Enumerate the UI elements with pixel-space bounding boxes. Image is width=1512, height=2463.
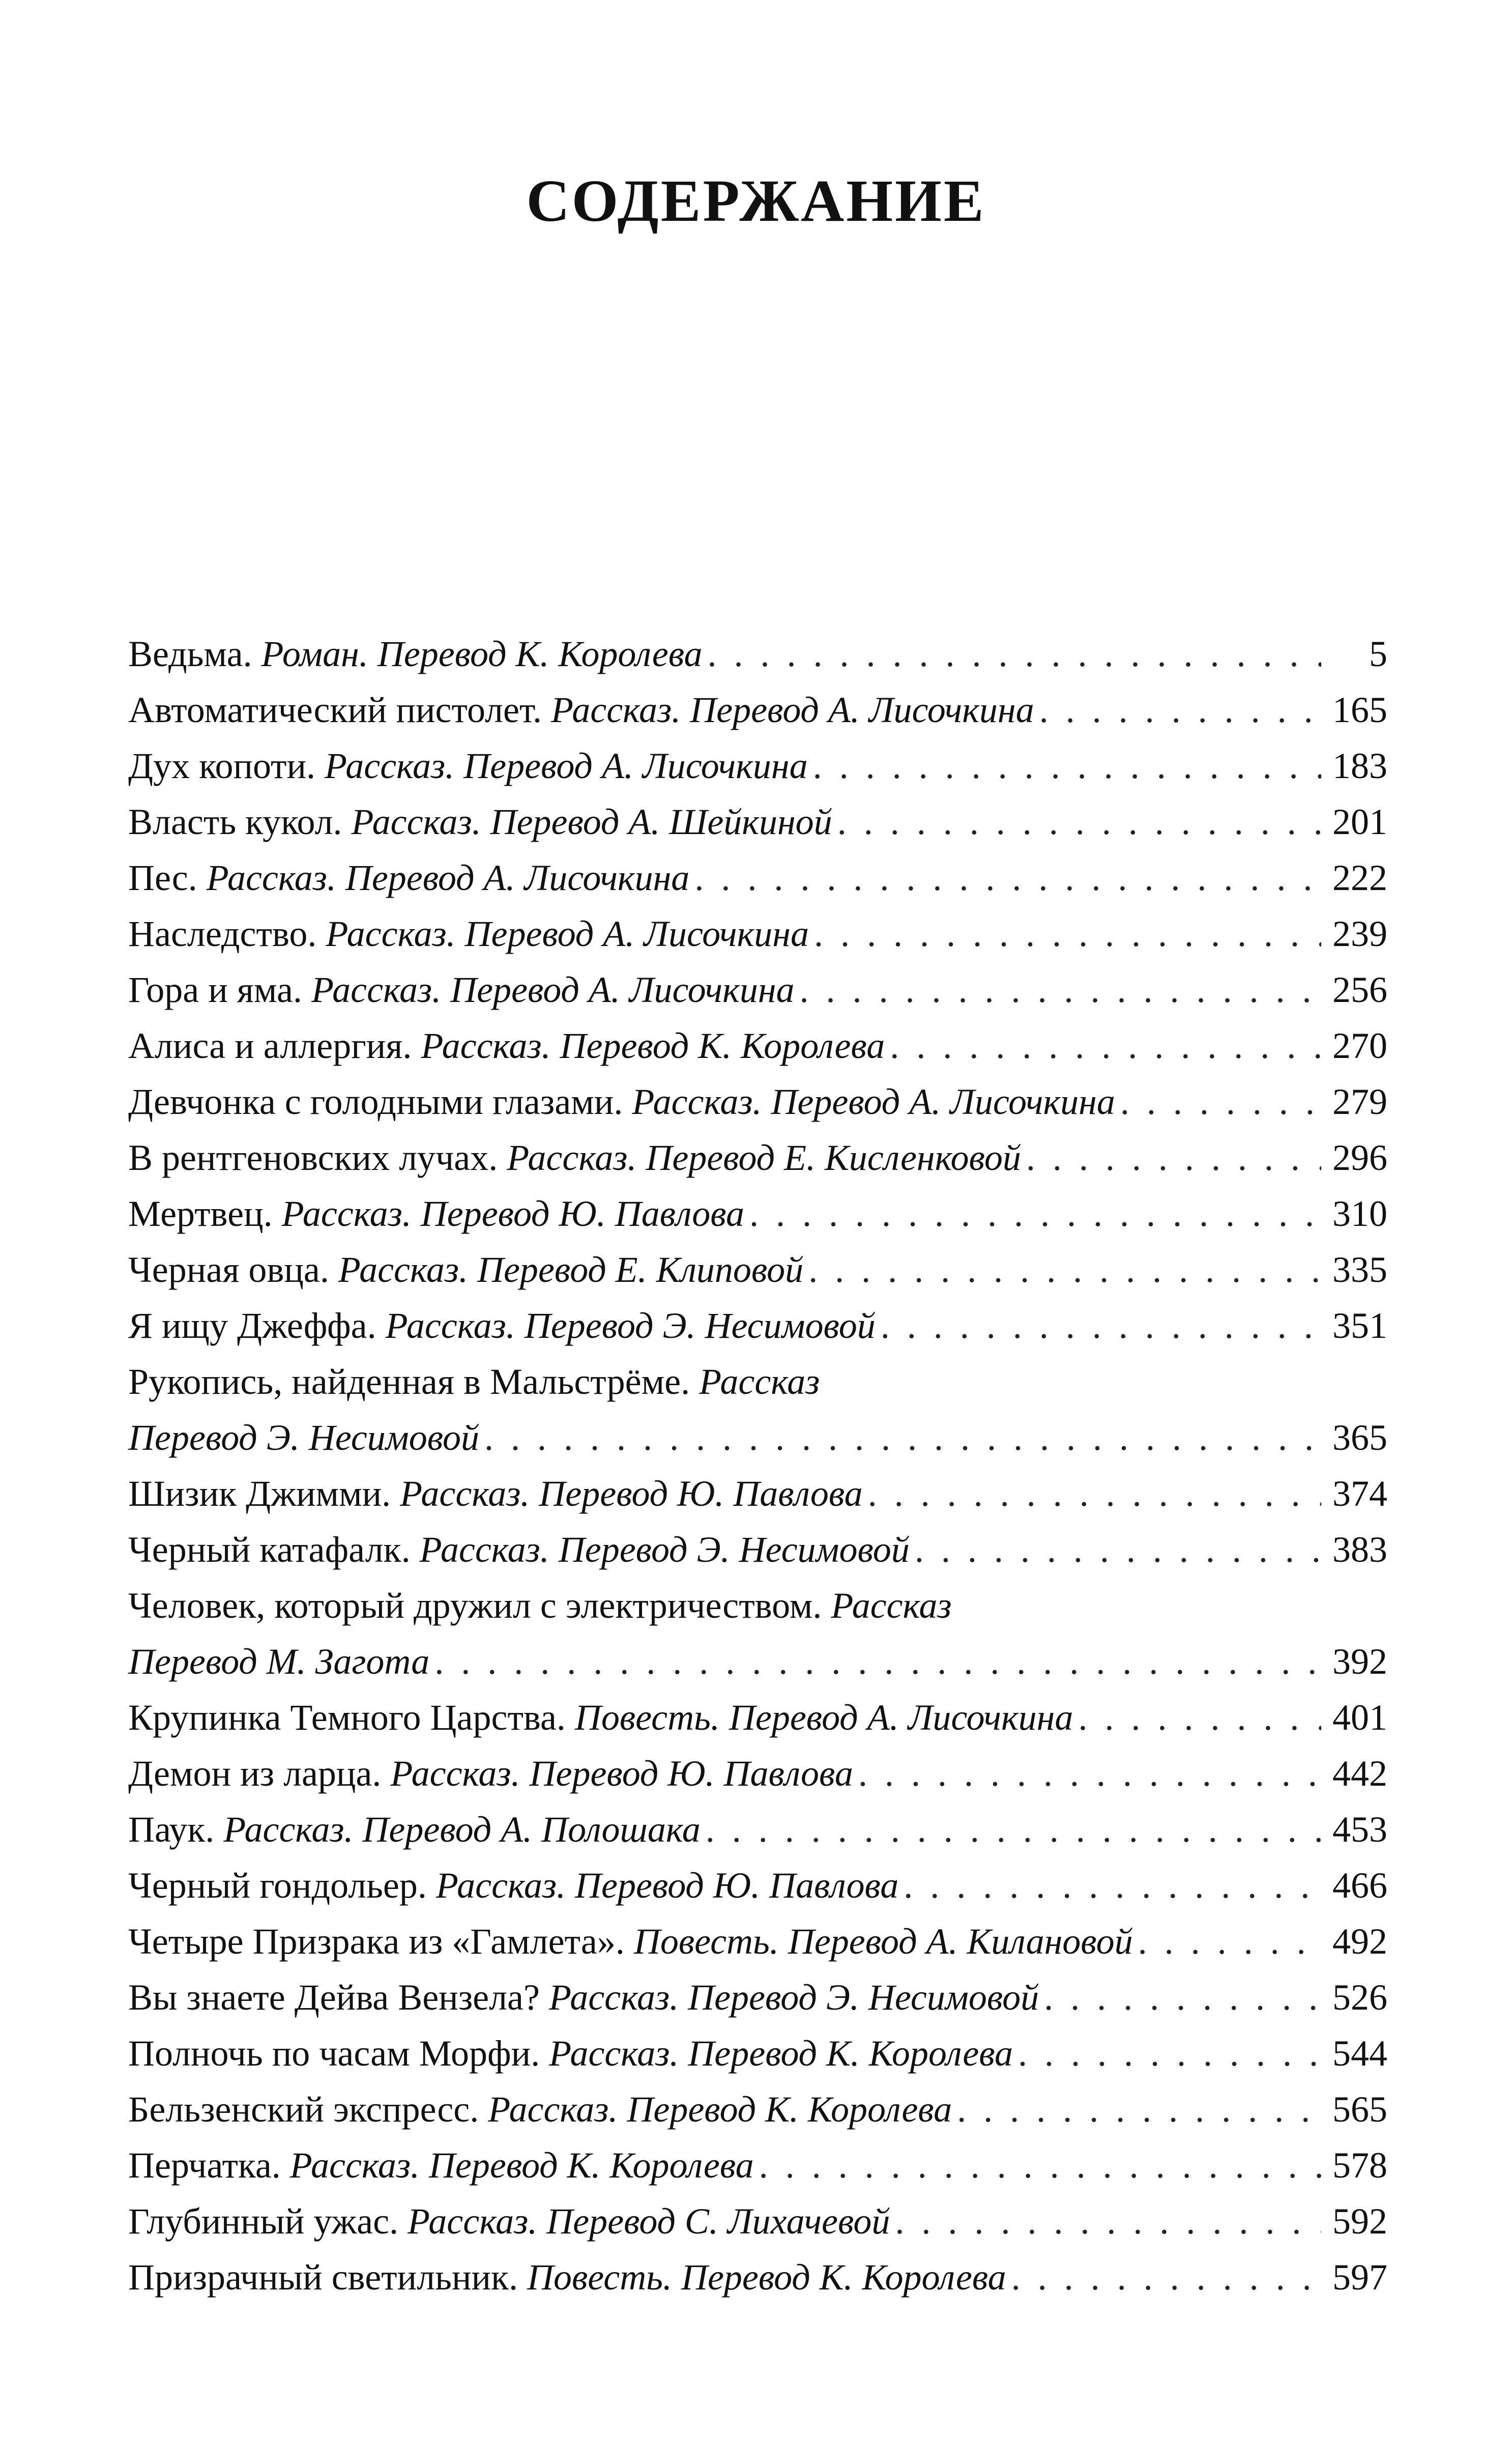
spacer: [315, 738, 325, 794]
toc-entry: [128, 2025, 1387, 2081]
toc-entry-page-number: 222: [1332, 857, 1387, 898]
dot-leader: [1078, 1689, 1321, 1745]
dot-leader: [858, 1745, 1321, 1801]
spacer: [412, 1018, 421, 1074]
toc-entry-title: Демон из ларца.: [128, 1753, 382, 1794]
toc-entry-description: Рассказ. Перевод Ю. Павлова: [281, 1193, 745, 1234]
toc-entry-title: Пес.: [128, 857, 197, 898]
dot-leader: [484, 1410, 1321, 1466]
toc-entry-description: Повесть. Перевод А. Лисочкина: [574, 1697, 1073, 1738]
toc-entry-description: Рассказ. Перевод К. Королева: [488, 2089, 952, 2130]
toc-entry-title: Крупинка Темного Царства.: [128, 1697, 566, 1738]
toc-entry-description: Рассказ. Перевод А. Лисочкина: [325, 746, 808, 786]
toc-entry: [128, 1186, 1387, 1242]
toc-entry: [128, 1578, 1387, 1689]
toc-entry: [128, 1801, 1387, 1857]
toc-entry-title: Шизик Джимми.: [128, 1473, 391, 1514]
toc-entry-title: Черный гондольер.: [128, 1865, 427, 1906]
dot-leader: [708, 626, 1321, 682]
toc-entry-title: Девчонка с голодными глазами.: [128, 1081, 623, 1122]
toc-entry: [128, 2193, 1387, 2249]
spacer: [214, 1801, 223, 1857]
toc-entry: [128, 1857, 1387, 1913]
toc-entry-description: Повесть. Перевод К. Королева: [527, 2257, 1006, 2298]
toc-entry-page-number: 597: [1332, 2257, 1387, 2298]
spacer: [376, 1298, 386, 1354]
toc-entry: [128, 738, 1387, 794]
dot-leader: [837, 794, 1321, 850]
spacer: [381, 1745, 390, 1801]
toc-entry: [128, 1018, 1387, 1074]
toc-entry-title: Четыре Призрака из «Гамлета».: [128, 1921, 625, 1962]
dot-leader: [800, 962, 1321, 1018]
spacer: [498, 1130, 507, 1186]
table-of-contents: [128, 626, 1387, 2305]
page-title: СОДЕРЖАНИЕ: [526, 167, 986, 234]
dot-leader: [957, 2081, 1321, 2137]
toc-entry-page-number: 565: [1332, 2089, 1387, 2130]
dot-leader: [904, 1857, 1321, 1913]
toc-entry-description: Рассказ. Перевод А. Лисочкина: [326, 913, 809, 954]
toc-entry: [128, 2081, 1387, 2137]
toc-entry-page-number: 296: [1332, 1137, 1387, 1178]
toc-entry: [128, 1689, 1387, 1745]
toc-entry-page-number: 165: [1332, 690, 1387, 730]
toc-entry: [128, 626, 1387, 682]
toc-entry-page-number: 392: [1332, 1641, 1387, 1682]
spacer: [518, 2249, 527, 2305]
toc-entry-description: Рассказ. Перевод Э. Несимовой: [548, 1977, 1039, 2018]
dot-leader: [881, 1298, 1321, 1354]
toc-entry-title: Вы знаете Дейва Вензела?: [128, 1977, 540, 2018]
toc-entry-page-number: 310: [1332, 1193, 1387, 1234]
toc-entry-description: Рассказ: [831, 1585, 952, 1626]
toc-entry-second-line: [128, 1634, 1387, 1689]
toc-entry-title: Человек, который дружил с электричеством.: [128, 1585, 822, 1626]
dot-leader: [434, 1634, 1321, 1689]
toc-entry-description: Рассказ. Перевод Е. Клиповой: [338, 1249, 804, 1290]
toc-entry-page-number: 442: [1332, 1753, 1387, 1794]
spacer: [197, 850, 207, 906]
spacer: [342, 794, 351, 850]
toc-entry-title: Я ищу Джеффа.: [128, 1305, 376, 1346]
spacer: [623, 1074, 632, 1130]
toc-entry-title: Автоматический пистолет.: [128, 690, 542, 730]
toc-entry-title: Призрачный светильник.: [128, 2257, 518, 2298]
spacer: [479, 2081, 488, 2137]
toc-entry: [128, 1745, 1387, 1801]
toc-entry-description: Рассказ. Перевод К. Королева: [421, 1025, 885, 1066]
toc-entry-page-number: 5: [1369, 634, 1387, 674]
toc-entry-page-number: 466: [1332, 1865, 1387, 1906]
toc-entry-title: Власть кукол.: [128, 801, 342, 842]
toc-entry-page-number: 239: [1332, 913, 1387, 954]
toc-entry-description: Повесть. Перевод А. Килановой: [633, 1921, 1133, 1962]
dot-leader: [1011, 2249, 1321, 2305]
toc-entry-title: Алиса и аллергия.: [128, 1025, 412, 1066]
spacer: [411, 1522, 420, 1578]
toc-entry-title: Черная овца.: [128, 1249, 329, 1290]
toc-entry-second-line: [128, 1410, 1387, 1466]
toc-entry-description: Рассказ. Перевод Ю. Павлова: [435, 1865, 899, 1906]
toc-entry-title: Ведьма.: [128, 634, 252, 674]
spacer: [398, 2193, 408, 2249]
toc-entry-description: Рассказ. Перевод А. Лисочкина: [551, 690, 1034, 730]
toc-entry: [128, 1969, 1387, 2025]
toc-entry-description: Роман. Перевод К. Королева: [261, 634, 703, 674]
toc-entry-page-number: 256: [1332, 969, 1387, 1010]
toc-entry-title: Глубинный ужас.: [128, 2201, 399, 2242]
toc-entry: [128, 2249, 1387, 2305]
spacer: [542, 682, 551, 738]
spacer: [316, 906, 326, 962]
toc-entry-page-number: 592: [1332, 2201, 1387, 2242]
toc-entry-title: Паук.: [128, 1809, 215, 1850]
spacer: [540, 2025, 549, 2081]
spacer: [625, 1913, 634, 1969]
dot-leader: [814, 906, 1321, 962]
dot-leader: [890, 1018, 1321, 1074]
toc-entry: [128, 1298, 1387, 1354]
toc-entry-page-number: 578: [1332, 2145, 1387, 2186]
toc-entry-description: Рассказ: [699, 1361, 820, 1402]
dot-leader: [694, 850, 1321, 906]
toc-entry: [128, 1130, 1387, 1186]
toc-entry: [128, 1354, 1387, 1466]
toc-entry-description: Рассказ. Перевод Э. Несимовой: [419, 1529, 910, 1570]
toc-entry-page-number: 279: [1332, 1081, 1387, 1122]
dot-leader: [868, 1466, 1321, 1522]
toc-entry-page-number: 365: [1332, 1417, 1387, 1458]
toc-entry-first-line: [128, 1578, 1387, 1634]
spacer: [566, 1689, 575, 1745]
toc-entry-title: Полночь по часам Морфи.: [128, 2033, 540, 2074]
toc-entry: [128, 1242, 1387, 1298]
spacer: [391, 1466, 400, 1522]
toc-entry-description: Рассказ. Перевод Э. Несимовой: [385, 1305, 876, 1346]
toc-entry-description: Рассказ. Перевод А. Полошака: [223, 1809, 701, 1850]
spacer: [540, 1969, 549, 2025]
spacer: [273, 1186, 282, 1242]
dot-leader: [759, 2137, 1321, 2193]
toc-entry-description: Рассказ. Перевод К. Королева: [549, 2033, 1013, 2074]
dot-leader: [1026, 1130, 1321, 1186]
toc-entry-title: Перчатка.: [128, 2145, 281, 2186]
toc-entry-page-number: 374: [1332, 1473, 1387, 1514]
toc-entry-title: Гора и яма.: [128, 969, 302, 1010]
dot-leader: [1018, 2025, 1321, 2081]
toc-entry-description: Рассказ. Перевод А. Шейкиной: [351, 801, 832, 842]
toc-entry-page-number: 544: [1332, 2033, 1387, 2074]
toc-entry-title: Наследство.: [128, 913, 317, 954]
toc-entry-translator: Перевод Э. Несимовой: [128, 1417, 480, 1458]
toc-entry-first-line: [128, 1354, 1387, 1410]
toc-entry-description: Рассказ. Перевод Ю. Павлова: [400, 1473, 863, 1514]
toc-entry-description: Рассказ. Перевод Ю. Павлова: [390, 1753, 853, 1794]
dot-leader: [808, 1242, 1321, 1298]
toc-entry-page-number: 335: [1332, 1249, 1387, 1290]
toc-entry-page-number: 201: [1332, 801, 1387, 842]
dot-leader: [706, 1801, 1321, 1857]
dot-leader: [749, 1186, 1321, 1242]
toc-entry: [128, 906, 1387, 962]
toc-entry-page-number: 270: [1332, 1025, 1387, 1066]
toc-entry: [128, 850, 1387, 906]
toc-entry-title: Бельзенский экспресс.: [128, 2089, 479, 2130]
toc-entry-page-number: 383: [1332, 1529, 1387, 1570]
dot-leader: [1039, 682, 1321, 738]
toc-entry-title: Рукопись, найденная в Мальстрёме.: [128, 1361, 690, 1402]
spacer: [329, 1242, 338, 1298]
spacer: [427, 1857, 436, 1913]
spacer: [252, 626, 261, 682]
toc-entry: [128, 962, 1387, 1018]
toc-entry-page-number: 351: [1332, 1305, 1387, 1346]
toc-entry: [128, 682, 1387, 738]
toc-entry-page-number: 453: [1332, 1809, 1387, 1850]
toc-entry-description: Рассказ. Перевод А. Лисочкина: [632, 1081, 1115, 1122]
dot-leader: [813, 738, 1321, 794]
toc-entry-page-number: 183: [1332, 746, 1387, 786]
toc-entry-title: Дух копоти.: [128, 746, 316, 786]
toc-entry-description: Рассказ. Перевод К. Королева: [289, 2145, 754, 2186]
toc-entry-translator: Перевод М. Загота: [128, 1641, 430, 1682]
toc-entry-page-number: 401: [1332, 1697, 1387, 1738]
toc-entry-description: Рассказ. Перевод Е. Кисленковой: [507, 1137, 1021, 1178]
toc-entry: [128, 1522, 1387, 1578]
toc-entry-title: Черный катафалк.: [128, 1529, 411, 1570]
toc-entry: [128, 2137, 1387, 2193]
dot-leader: [895, 2193, 1321, 2249]
toc-entry: [128, 1913, 1387, 1969]
toc-entry-title: Мертвец.: [128, 1193, 273, 1234]
toc-entry-description: Рассказ. Перевод А. Лисочкина: [311, 969, 795, 1010]
dot-leader: [1138, 1913, 1321, 1969]
dot-leader: [1120, 1074, 1321, 1130]
spacer: [281, 2137, 290, 2193]
toc-entry-description: Рассказ. Перевод А. Лисочкина: [206, 857, 690, 898]
spacer: [302, 962, 311, 1018]
toc-entry: [128, 794, 1387, 850]
toc-entry-title: В рентгеновских лучах.: [128, 1137, 498, 1178]
toc-entry-page-number: 492: [1332, 1921, 1387, 1962]
toc-entry: [128, 1466, 1387, 1522]
dot-leader: [915, 1522, 1321, 1578]
dot-leader: [1044, 1969, 1321, 2025]
toc-entry-page-number: 526: [1332, 1977, 1387, 2018]
toc-entry: [128, 1074, 1387, 1130]
toc-entry-description: Рассказ. Перевод С. Лихачевой: [408, 2201, 890, 2242]
